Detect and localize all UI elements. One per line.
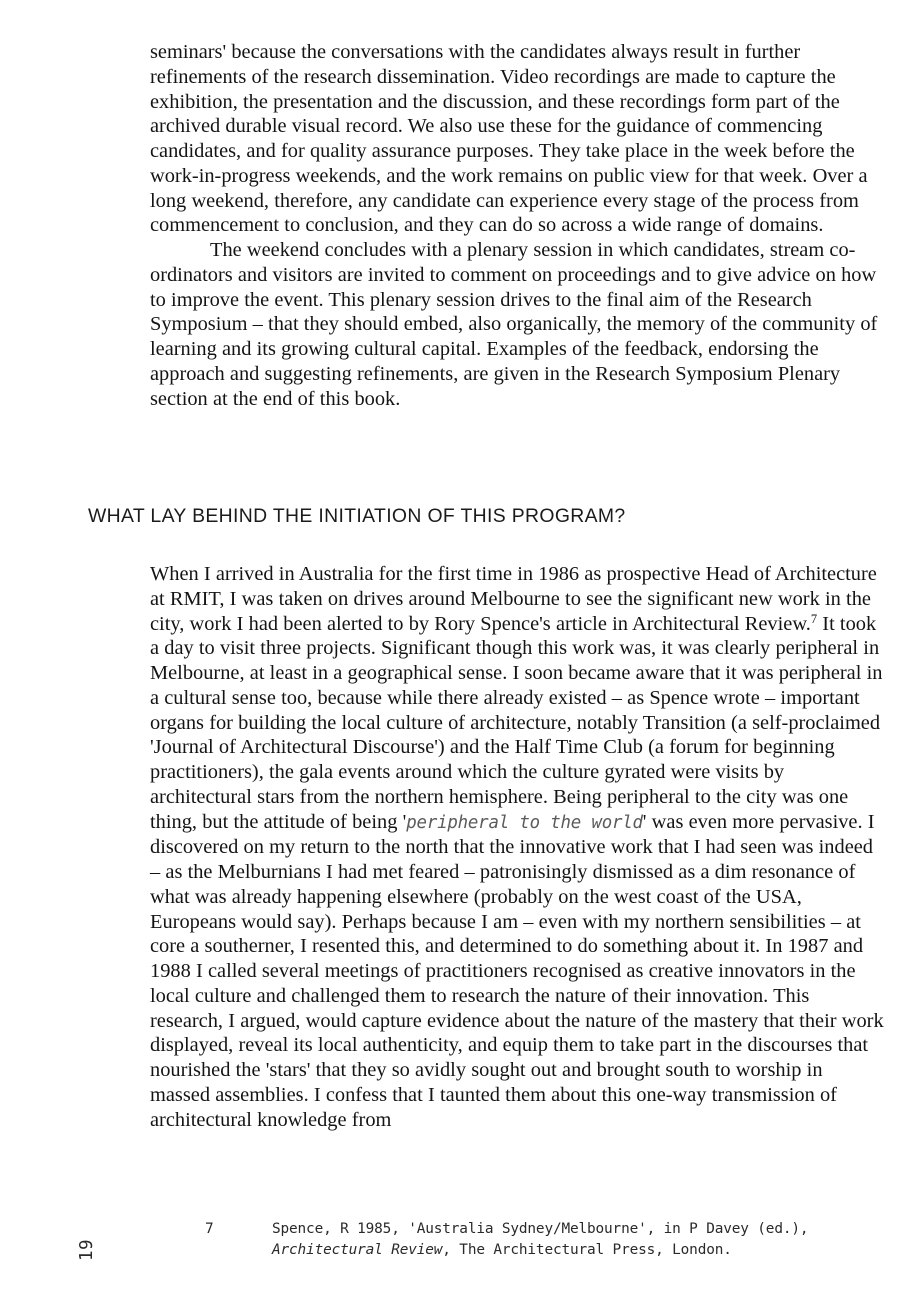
paragraph-part-1: When I arrived in Australia for the first time in 1986 as prospective Head of Architecture at RMIT, I was taken on drives around Melbourne to see the significant new work in the city, work I had been alerted to by Rory Spence's article in Architectural Review. (150, 563, 877, 635)
footnote-text-tail: , The Architectural Press, London. (442, 1242, 732, 1258)
footnote-citation (272, 1219, 905, 1261)
paragraph-weekend-plenary: The weekend concludes with a plenary session in which candidates, stream co-ordinators and visitors are invited to comment on proceedings and to give advice on how to improve the event. This plenary session drives to the final aim of the Research Symposium – that they should embed, also organically, the memory of the community of learning and its growing cultural capital. Examples of the feedback, endorsing the approach and suggesting refinements, are given in the Research Symposium Plenary section at the end of this book. (150, 239, 878, 410)
paragraph-part-2: It took a day to visit three projects. Significant though this work was, it was clearly peripheral in Melbourne, at least in a geographical sense. I soon became aware that it was peripheral in a cultural sense too, because while there already existed – as Spence wrote – important organs for building the local culture of architecture, notably Transition (a self-proclaimed 'Journal of Architectural Discourse') and the Half Time Club (a forum for beginning practitioners), the gala events around which the culture gyrated were visits by architectural stars from the northern hemisphere. Being peripheral to the city was one thing, but the attitude of being ' (150, 612, 883, 833)
folio (72, 1220, 102, 1280)
footnote-block (205, 1219, 905, 1261)
footnote-text-lead: Spence, R 1985, 'Australia Sydney/Melbourne', in P Davey (ed.), (272, 1221, 809, 1237)
footnote-reference-marker: 7 (810, 611, 818, 626)
section-heading: WHAT LAY BEHIND THE INITIATION OF THIS PROGRAM? (88, 505, 626, 527)
page-number: 19 (77, 1238, 97, 1262)
footnote-journal-title: Architectural Review (272, 1242, 443, 1258)
paragraph-main-narrative (150, 562, 887, 1132)
footnote-number: 7 (205, 1221, 214, 1237)
paragraph-part-3: ' was even more pervasive. I discovered on my return to the north that the innovative work that I had seen was indeed – as the Melburnians I had met feared – patronisingly dismissed as a dim resonance of what was already happening elsewhere (probably on the west coast of the USA, Europeans would say). Perhaps because I am – even with my northern sensibilities – at core a southerner, I resented this, and determined to do something about it. In 1987 and 1988 I called several meetings of practitioners recognised as creative innovators in the local culture and challenged them to research the nature of their innovation. This research, I argued, would capture evidence about the nature of the mastery that their work displayed, reveal its local authenticity, and equip them to take part in the discourses that nourished the 'stars' that they so avidly sought out and brought south to worship in massed assemblies. I confess that I taunted them about this one-way transmission of architectural knowledge from (150, 810, 884, 1131)
paragraph-continuation: seminars' because the conversations with the candidates always result in further refinements of the research dissemination. Video recordings are made to capture the exhibition, the presentation and the discussion, and these recordings form part of the archived durable visual record. We also use these for the guidance of commencing candidates, and for quality assurance purposes. They take place in the week before the work-in-progress weekends, and the work remains on public view for that week. Over a long weekend, therefore, any candidate can experience every stage of the process from commencement to conclusion, and they can do so across a wide range of domains. (150, 41, 868, 237)
text-column (150, 40, 887, 411)
typewriter-emphasis-phrase: peripheral to the world (406, 812, 643, 833)
main-text-column (150, 562, 887, 1132)
